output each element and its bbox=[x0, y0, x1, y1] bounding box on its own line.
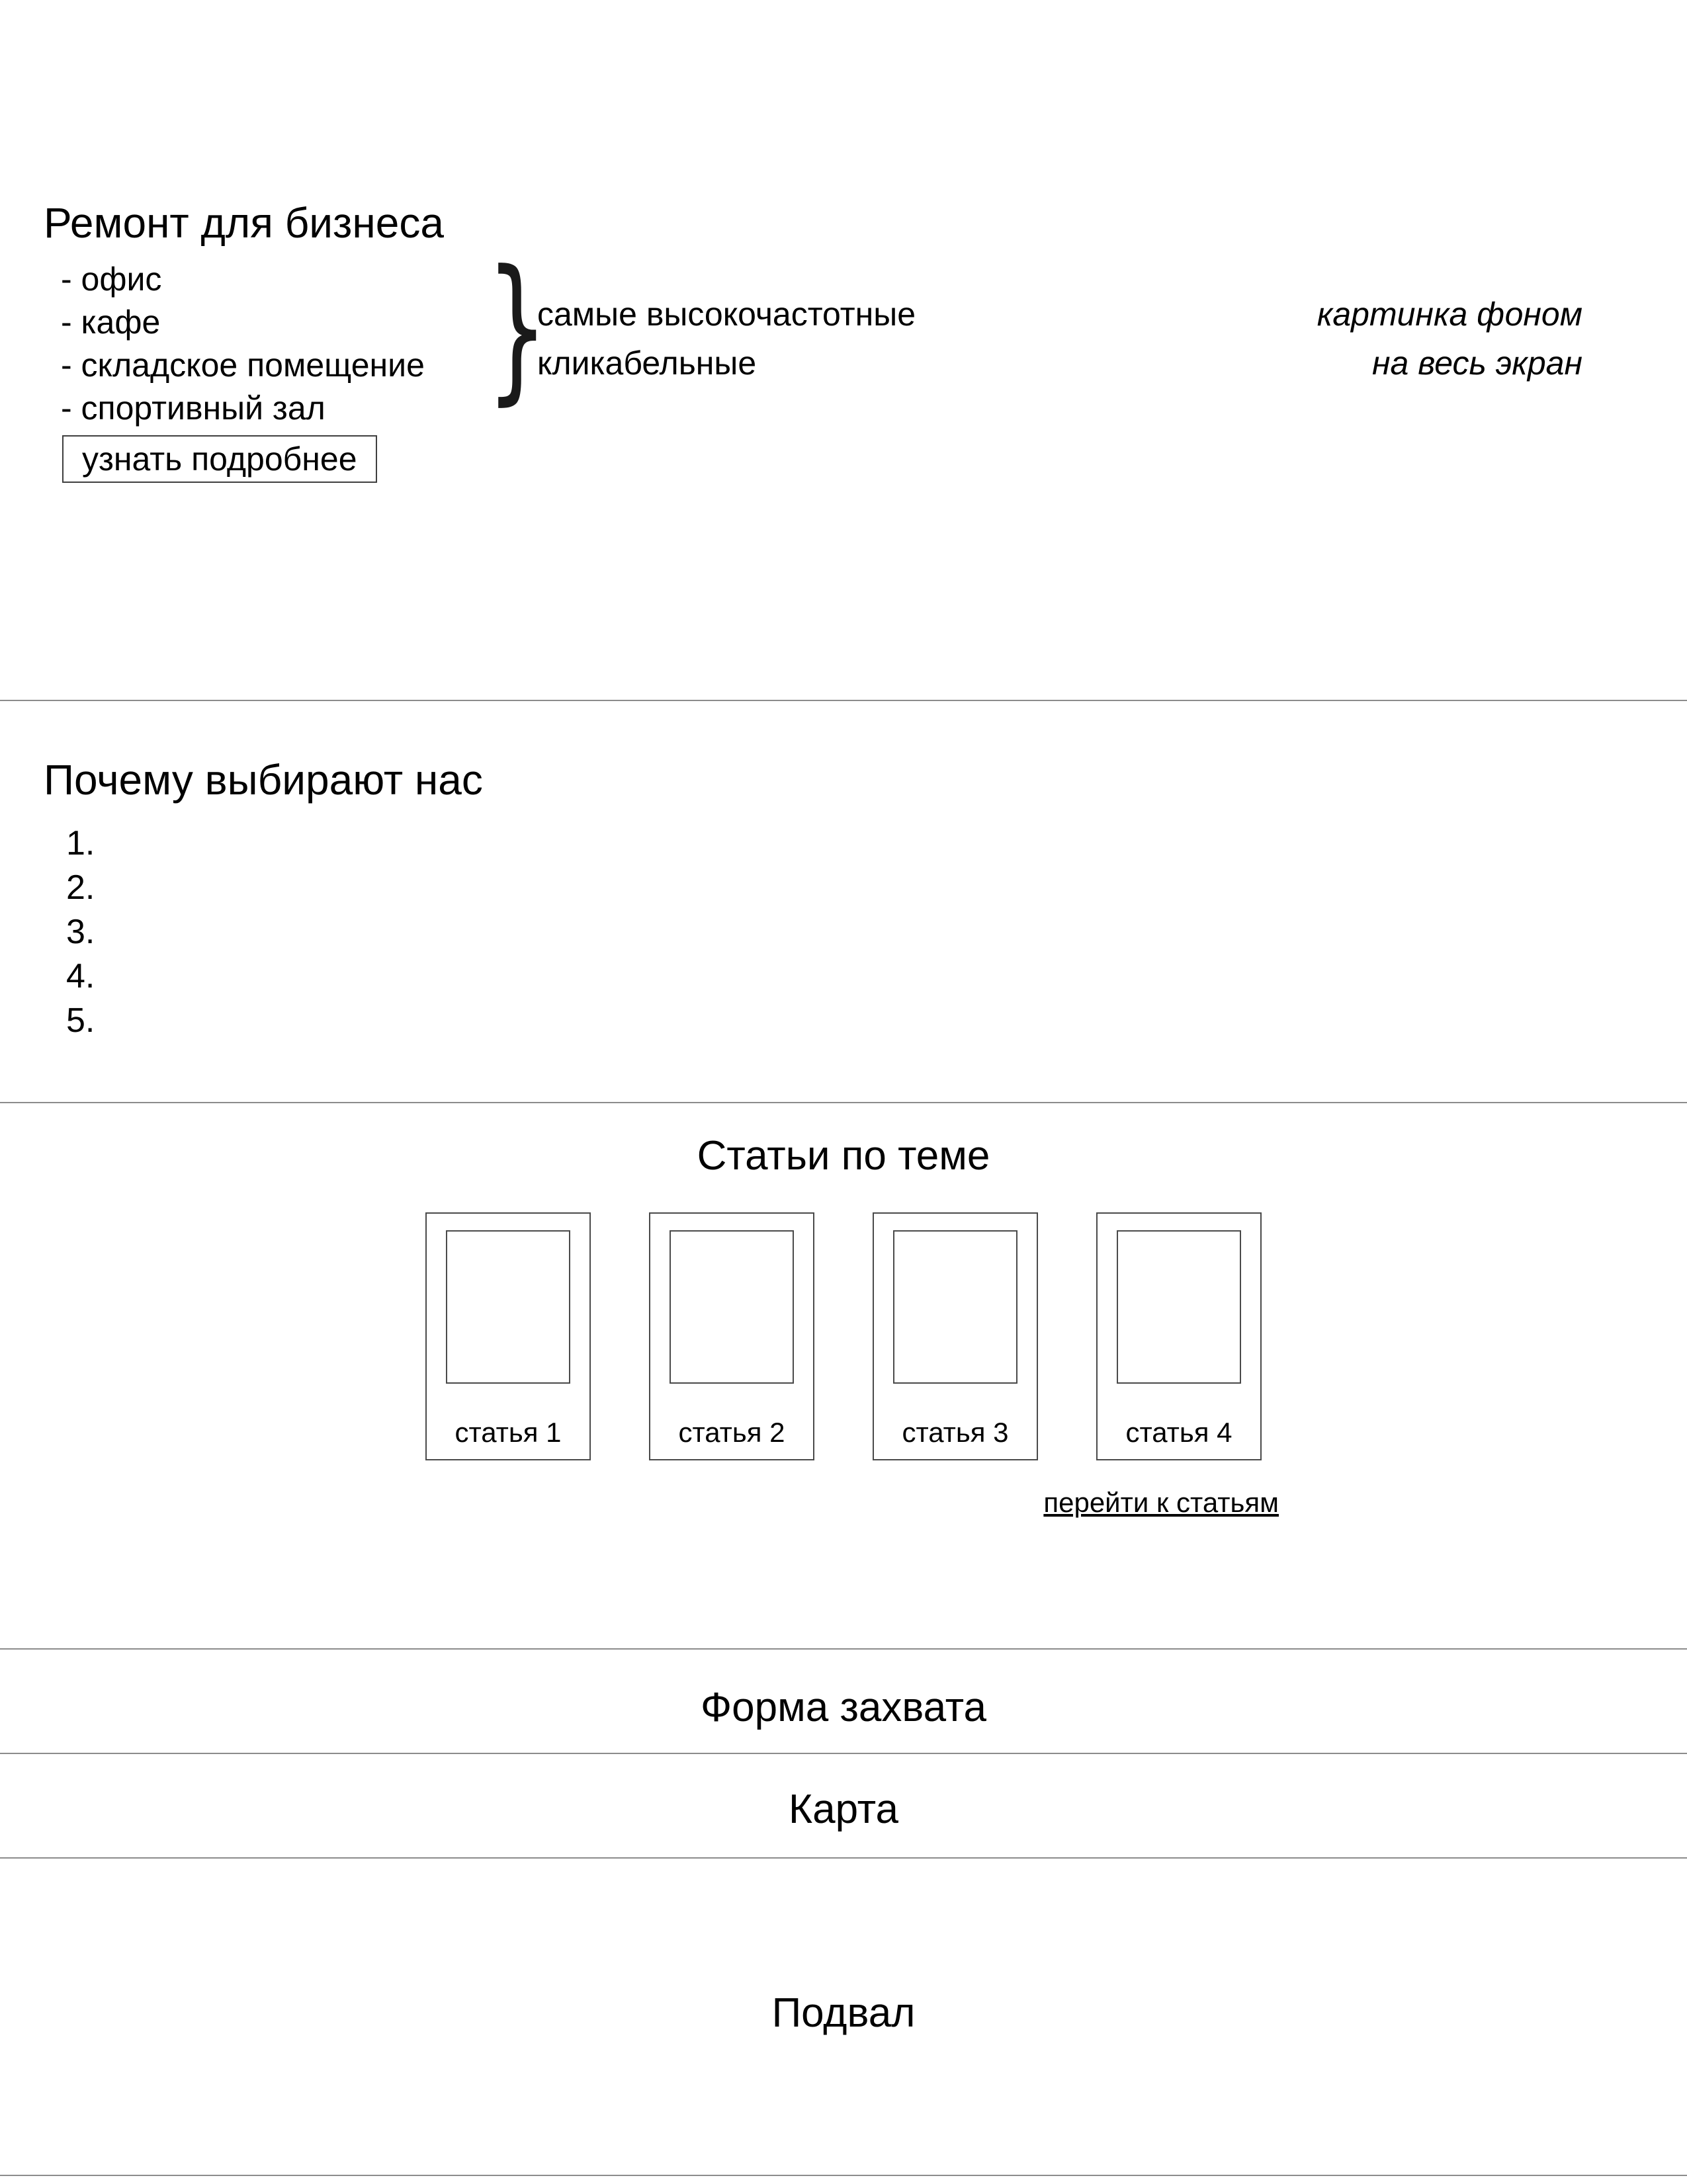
why-us-title: Почему выбирают нас bbox=[44, 756, 483, 804]
why-us-list bbox=[66, 821, 95, 1043]
articles-title: Статьи по теме bbox=[697, 1133, 990, 1179]
article-card-2[interactable] bbox=[649, 1212, 814, 1460]
section-divider bbox=[0, 2175, 1687, 2176]
article-card-label: статья 2 bbox=[678, 1417, 785, 1448]
hero-category-office[interactable]: - офис bbox=[61, 261, 162, 298]
capture-form-title: Форма захвата bbox=[701, 1685, 986, 1730]
go-to-articles-link[interactable]: перейти к статьям bbox=[1043, 1487, 1279, 1518]
hero-title: Ремонт для бизнеса bbox=[44, 199, 444, 247]
article-image-placeholder bbox=[1117, 1230, 1241, 1384]
section-divider bbox=[0, 700, 1687, 701]
hero-category-cafe[interactable]: - кафе bbox=[61, 304, 161, 341]
article-card-4[interactable] bbox=[1096, 1212, 1262, 1460]
article-card-1[interactable] bbox=[425, 1212, 591, 1460]
footer-title: Подвал bbox=[771, 1990, 916, 2036]
article-image-placeholder bbox=[446, 1230, 570, 1384]
section-divider bbox=[0, 1648, 1687, 1650]
article-cards-row bbox=[425, 1212, 1262, 1460]
why-us-item-3: 3. bbox=[66, 913, 95, 951]
article-card-label: статья 4 bbox=[1125, 1417, 1233, 1448]
hero-category-warehouse[interactable]: - складское помещение bbox=[61, 347, 425, 384]
article-image-placeholder bbox=[893, 1230, 1017, 1384]
hero-category-list bbox=[61, 258, 425, 430]
background-image-note bbox=[1317, 290, 1582, 388]
hero-annotation-line-1: самые высокочастотные bbox=[537, 296, 916, 333]
learn-more-button[interactable]: узнать подробнее bbox=[62, 435, 377, 483]
article-card-label: статья 3 bbox=[902, 1417, 1009, 1448]
curly-brace-icon: } bbox=[486, 237, 548, 420]
background-note-line-1: картинка фоном bbox=[1317, 296, 1582, 333]
why-us-item-2: 2. bbox=[66, 868, 95, 907]
article-image-placeholder bbox=[670, 1230, 794, 1384]
section-divider bbox=[0, 1857, 1687, 1859]
hero-annotation-note bbox=[537, 290, 916, 388]
hero-annotation-line-2: кликабельные bbox=[537, 345, 757, 382]
section-divider bbox=[0, 1753, 1687, 1754]
article-card-3[interactable] bbox=[873, 1212, 1038, 1460]
why-us-item-5: 5. bbox=[66, 1001, 95, 1040]
why-us-item-4: 4. bbox=[66, 957, 95, 995]
background-note-line-2: на весь экран bbox=[1372, 345, 1582, 382]
why-us-item-1: 1. bbox=[66, 824, 95, 862]
section-divider bbox=[0, 1102, 1687, 1103]
map-title: Карта bbox=[789, 1786, 898, 1832]
hero-category-gym[interactable]: - спортивный зал bbox=[61, 390, 325, 427]
article-card-label: статья 1 bbox=[454, 1417, 562, 1448]
